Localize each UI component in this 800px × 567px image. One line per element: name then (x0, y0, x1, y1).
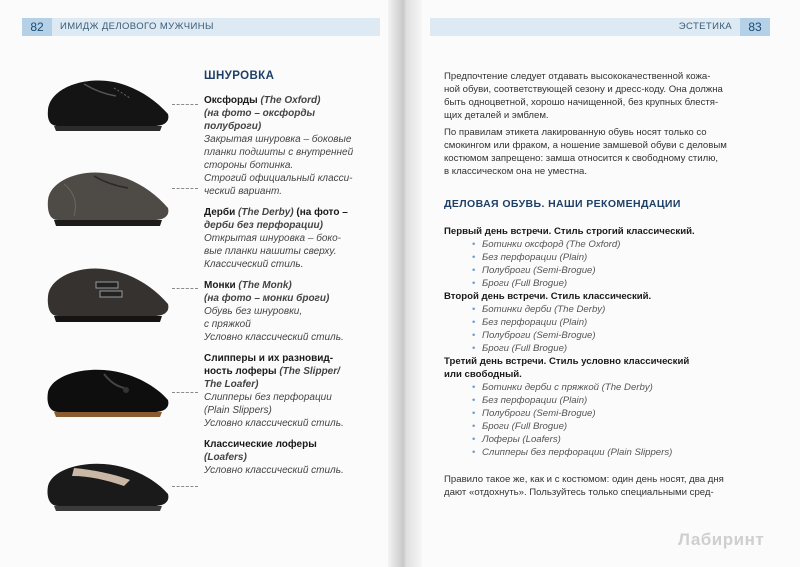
intro-paragraph (444, 70, 774, 122)
shoe-desc-slipper-3: Условно классический стиль. (204, 418, 344, 429)
etiquette-line-4: в классическом она не уместна. (444, 166, 588, 177)
leader-line-derby (172, 188, 198, 189)
leader-line-oxford (172, 104, 198, 105)
slipper-shoe-image (44, 352, 174, 422)
day2-item-3: • Полуброги (Semi-Brogue) (444, 329, 774, 342)
shoe-desc-derby-3: Классический стиль. (204, 259, 304, 270)
page-number-left: 82 (22, 18, 52, 36)
shoe-desc-slipper-1: Слипперы без перфорации (204, 392, 332, 403)
shoe-name-loafer-en: (Loafers) (204, 452, 247, 463)
day3-title-2: или свободный. (444, 369, 522, 380)
etiquette-line-3: костюмом запрещено: замша относится к свободному стилю, (444, 153, 719, 164)
shoe-name-monk-en: (The Monk) (238, 280, 292, 291)
shoe-photo-note-oxford: (на фото – оксфорды (204, 108, 316, 119)
intro-line-3: быть одноцветной, хорошо начищенной, без крупных блестя- (444, 97, 719, 108)
loafer-shoe-image (44, 446, 174, 516)
leader-line-slipper (172, 392, 198, 393)
running-title-left: ИМИДЖ ДЕЛОВОГО МУЖЧИНЫ (60, 21, 214, 32)
shoe-desc-monk-1: Обувь без шнуровки, (204, 306, 303, 317)
intro-line-1: Предпочтение следует отдавать высококачественной кожа- (444, 71, 711, 82)
shoe-name-slipper-2: ность лоферы (204, 366, 280, 377)
shoe-name-slipper-en-2: The Loafer) (204, 379, 259, 390)
shoe-desc-oxford-3: стороны ботинка. (204, 160, 294, 171)
day3-item-5: • Лоферы (Loafers) (444, 433, 774, 446)
watermark-logo: Лабиринт (678, 530, 765, 549)
shoe-desc-oxford-1: Закрытая шнуровка – боковые (204, 134, 352, 145)
day2-item-1: • Ботинки дерби (The Derby) (444, 303, 774, 316)
right-text-column (444, 70, 774, 503)
book-gutter (388, 0, 422, 567)
shoe-desc-oxford-4: Строгий официальный класси- (204, 173, 353, 184)
intro-line-4: щих деталей и эмблем. (444, 110, 549, 121)
shoe-desc-derby-2: вые планки нашиты сверху. (204, 246, 337, 257)
shoe-desc-loafer-1: Условно классический стиль. (204, 465, 344, 476)
intro-line-2: ной обуви, соответствующей сезону и дресс-коду. Она должна (444, 84, 723, 95)
etiquette-paragraph (444, 126, 774, 178)
shoe-entry-slipper (204, 352, 384, 430)
etiquette-line-2: смокингом или фраком, а ношение замшевой обуви с деловым (444, 140, 727, 151)
shoe-photo-note-oxford-2: полуброги) (204, 121, 262, 132)
day1-item-3: • Полуброги (Semi-Brogue) (444, 264, 774, 277)
shoe-desc-slipper-2: (Plain Slippers) (204, 405, 272, 416)
shoe-desc-derby-1: Открытая шнуровка – боко- (204, 233, 341, 244)
shoe-name-oxford-en: (The Oxford) (260, 95, 321, 106)
shoe-name-slipper-en: (The Slipper/ (279, 366, 340, 377)
oxford-shoe-image (44, 68, 174, 138)
day2-item-2: • Без перфорации (Plain) (444, 316, 774, 329)
outro-line-2: дают «отдохнуть». Пользуйтесь только специальными сред- (444, 487, 714, 498)
header-right (430, 18, 770, 36)
shoe-desc-oxford-2: планки подшиты с внутренней (204, 147, 354, 158)
day3-item-6: • Слипперы без перфорации (Plain Slippers) (444, 446, 774, 459)
shoe-name-loafer: Классические лоферы (204, 439, 317, 450)
day2-item-4: • Броги (Full Brogue) (444, 342, 774, 355)
day3-item-3: • Полуброги (Semi-Brogue) (444, 407, 774, 420)
leader-line-monk (172, 288, 198, 289)
day1-title: Первый день встречи. Стиль строгий классический. (444, 226, 695, 237)
shoe-desc-monk-2: с пряжкой (204, 319, 251, 330)
day1-item-1: • Ботинки оксфорд (The Oxford) (444, 238, 774, 251)
day3-item-1: • Ботинки дерби с пряжкой (The Derby) (444, 381, 774, 394)
shoe-entry-oxford (204, 94, 384, 198)
shoe-desc-monk-3: Условно классический стиль. (204, 332, 344, 343)
section-title-lacing: ШНУРОВКА (204, 70, 275, 82)
shoe-name-monk: Монки (204, 280, 239, 291)
shoe-entry-derby (204, 206, 384, 271)
day3-item-2: • Без перфорации (Plain) (444, 394, 774, 407)
day3-item-4: • Броги (Full Brogue) (444, 420, 774, 433)
shoe-name-oxford: Оксфорды (204, 95, 261, 106)
derby-shoe-image (44, 162, 174, 232)
left-text-column (204, 70, 384, 485)
outro-line-1: Правило такое же, как и с костюмом: один день носят, два дня (444, 474, 724, 485)
shoe-name-derby-en: (The Derby) (238, 207, 294, 218)
shoe-entry-monk (204, 279, 384, 344)
running-title-right: ЭСТЕТИКА (678, 21, 732, 32)
header-left (22, 18, 380, 36)
shoe-name-slipper: Слипперы и их разновид- (204, 353, 334, 364)
shoe-desc-oxford-5: ческий вариант. (204, 186, 282, 197)
day1-item-2: • Без перфорации (Plain) (444, 251, 774, 264)
leader-line-loafer (172, 486, 198, 487)
etiquette-line-1: По правилам этикета лакированную обувь носят только со (444, 127, 707, 138)
shoe-photo-note-derby: дерби без перфорации) (204, 220, 323, 231)
day1-item-4: • Броги (Full Brogue) (444, 277, 774, 290)
day3-title: Третий день встречи. Стиль условно классический (444, 356, 690, 367)
shoe-name-derby-rest: (на фото – (293, 207, 348, 218)
page-number-right: 83 (740, 18, 770, 36)
shoe-photo-note-monk: (на фото – монки броги) (204, 293, 330, 304)
day2-title: Второй день встречи. Стиль классический. (444, 291, 652, 302)
section-title-recommendations: ДЕЛОВАЯ ОБУВЬ. НАШИ РЕКОМЕНДАЦИИ (444, 198, 681, 210)
outro-paragraph (444, 473, 774, 499)
shoe-entry-loafer (204, 438, 384, 477)
monk-shoe-image (44, 258, 174, 328)
shoe-name-derby: Дерби (204, 207, 239, 218)
